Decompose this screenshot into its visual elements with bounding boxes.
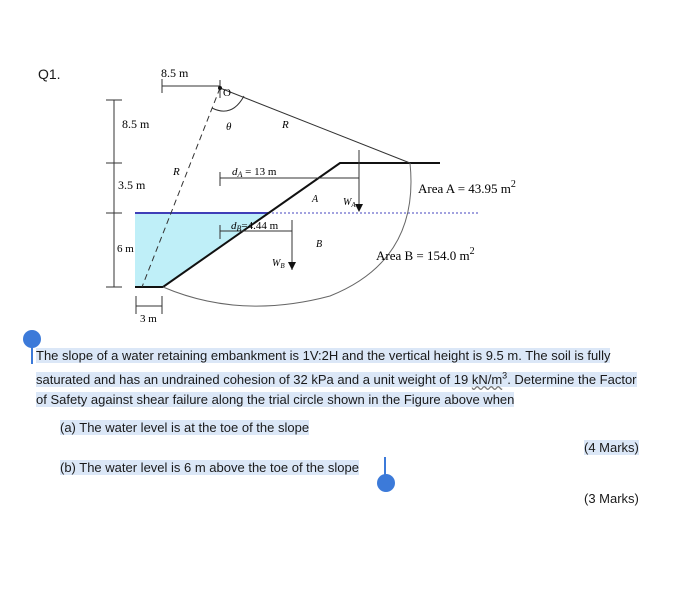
- zone-a-label: A: [312, 194, 319, 205]
- angle-label: θ: [226, 121, 232, 133]
- left-dimension-label-3: 6 m: [117, 243, 134, 255]
- arm-a-label: dA = 13 m: [232, 166, 277, 179]
- left-dimension-label-2: 3.5 m: [118, 178, 146, 192]
- area-b-label: Area B = 154.0 $m^2$: [376, 246, 475, 263]
- selection-end-handle[interactable]: [377, 474, 395, 492]
- radius-line-top: [220, 88, 410, 163]
- problem-line-1: The slope of a water retaining embankment is 1V:2H and the vertical height is 9.5 m. The soil is fully: [36, 348, 611, 363]
- part-b-text: (b) The water level is 6 m above the toe of the slope: [60, 460, 359, 475]
- radius-label-left: R: [173, 166, 180, 178]
- problem-statement: [36, 346, 686, 410]
- problem-line-2: saturated and has an undrained cohesion of 32 kPa and a unit weight of 19 $kN/m^3$. Determine the Factor: [36, 371, 637, 388]
- weight-a-label: $W_A$: [343, 197, 356, 209]
- marks-part-a: (4 Marks): [584, 440, 639, 455]
- weight-b-label: $W_B$: [272, 258, 285, 270]
- bottom-dimension-label: 3 m: [140, 313, 157, 325]
- problem-line-3: of Safety against shear failure along the trial circle shown in the Figure above when: [36, 392, 515, 408]
- area-a-label: Area A = 43.95 $m^2$: [418, 179, 516, 196]
- marks-part-b: (3 Marks): [584, 491, 639, 506]
- arm-b-label: dB=4.44 m: [231, 220, 279, 233]
- zone-b-label: B: [316, 239, 323, 250]
- center-label: O: [223, 87, 231, 99]
- top-dimension-label: 8.5 m: [161, 66, 189, 80]
- part-a-text: (a) The water level is at the toe of the slope: [60, 420, 310, 435]
- left-dimension-label-1: 8.5 m: [122, 117, 150, 131]
- question-number: Q1.: [38, 66, 61, 82]
- selection-start-caret: [31, 346, 33, 364]
- radius-label-top: R: [282, 119, 289, 131]
